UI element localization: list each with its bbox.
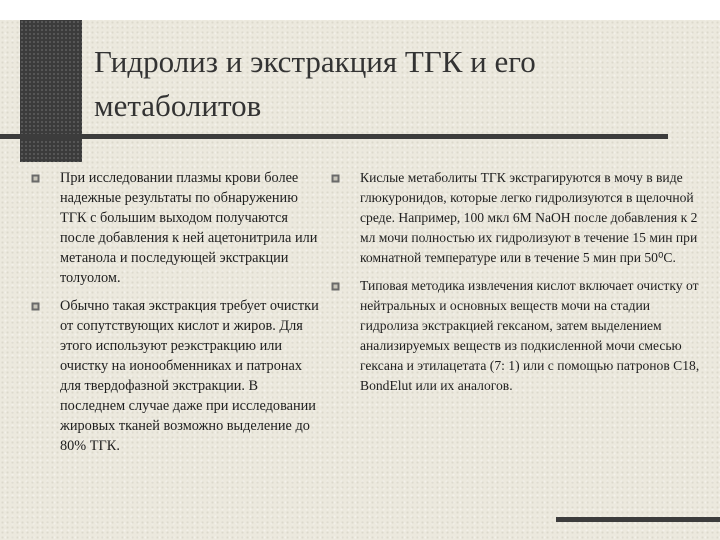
bullet-item xyxy=(30,296,322,456)
slide xyxy=(0,20,720,540)
bullet-text: Кислые метаболиты ТГК экстрагируются в мочу в виде глюкуронидов, которые легко гидролизуются в щелочной среде. Например, 100 мкл 6М NaOH после добавления к 2 мл мочи полностью их гидролизуют в течение 15 мин при комнатной температуре или в течение 5 мин при 50⁰С. xyxy=(360,170,698,265)
slide-title: Гидролиз и экстракция ТГК и его метаболитов xyxy=(94,44,536,123)
bullet-text: Типовая методика извлечения кислот включает очистку от нейтральных и основных веществ мочи на стадии гидролиза экстракцией гексаном, затем выделением анализируемых веществ из подкисленной мочи смесью гексана и этилацетата (7: 1) или с помощью патронов С18, BondElut или их аналогов. xyxy=(360,278,700,393)
decorative-dark-block xyxy=(20,20,82,162)
bullet-item xyxy=(330,168,710,268)
square-bullet-icon xyxy=(30,301,40,311)
square-bullet-icon xyxy=(30,173,40,183)
right-column xyxy=(330,168,710,404)
bullet-text: При исследовании плазмы крови более надежные результаты по обнаружению ТГК с большим выходом получаются после добавления к ней ацетонитрила или метанола и последующей экстракции толуолом. xyxy=(60,170,318,286)
square-bullet-icon xyxy=(330,281,340,291)
bullet-item xyxy=(30,168,322,288)
left-column xyxy=(30,168,322,464)
bullet-text: Обычно такая экстракция требует очистки от сопутствующих кислот и жиров. Для этого используют реэкстракцию или очистку на ионообменниках и патронах для твердофазной экстракции. В последнем случае даже при исследовании жировых тканей возможно выделение до 80% ТГК. xyxy=(60,298,319,454)
bottom-decorative-rule xyxy=(556,517,720,522)
title-underline-rule xyxy=(0,134,668,139)
bullet-item xyxy=(330,276,710,396)
square-bullet-icon xyxy=(330,173,340,183)
